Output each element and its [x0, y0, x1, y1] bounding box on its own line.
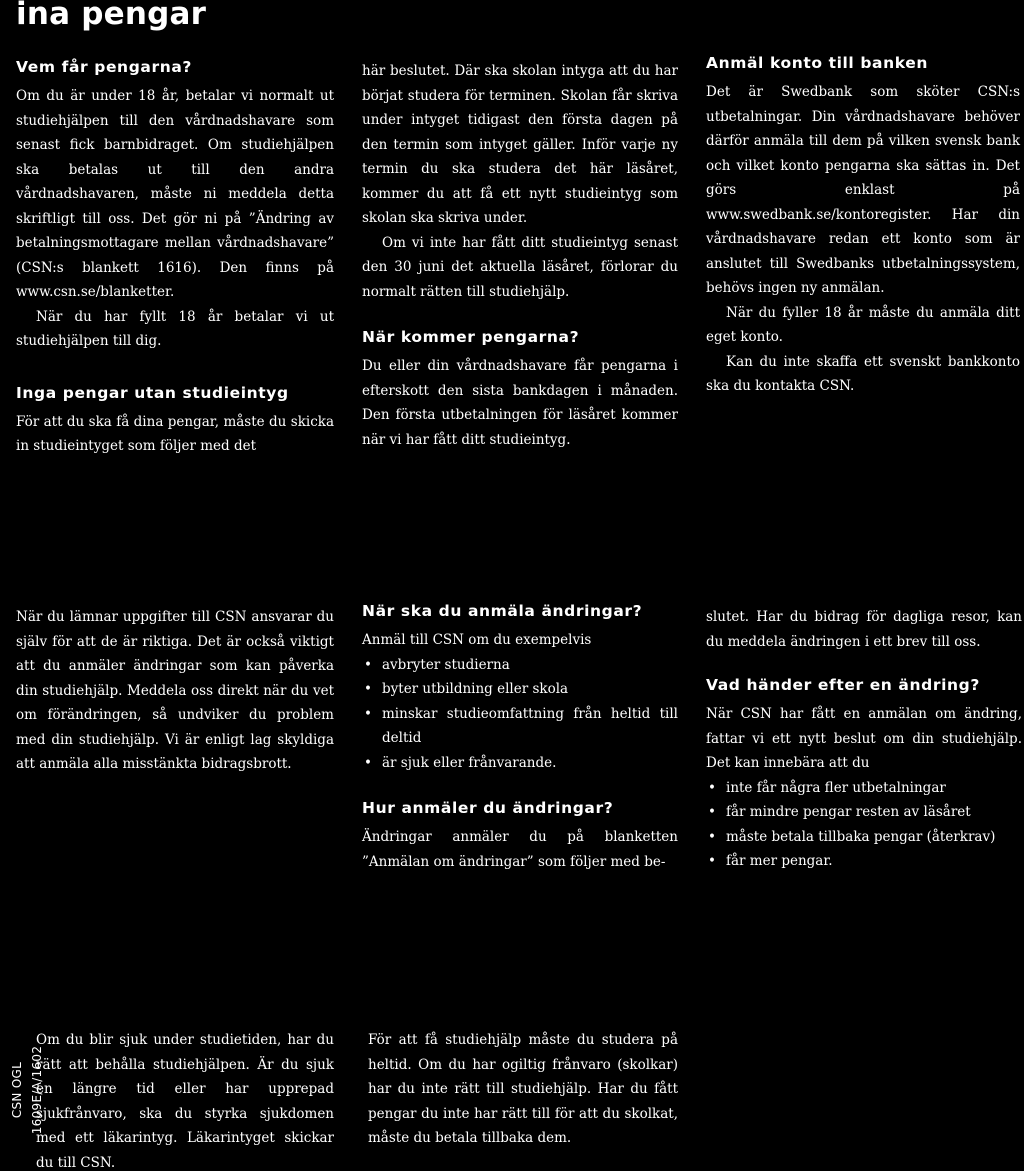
heading-register-bank-account: Anmäl konto till banken — [706, 54, 928, 72]
paragraph: Kan du inte skaffa ett svenskt bankkonto ska du kontakta CSN. — [706, 353, 1020, 394]
list-item: • måste betala tillbaka pengar (återkrav) — [706, 825, 1022, 850]
heading-when-report-changes: När ska du anmäla ändringar? — [362, 602, 643, 620]
heading-what-happens-after-change: Vad händer efter en ändring? — [706, 676, 980, 694]
paragraph: För att få studiehjälp måste du studera på heltid. Om du har ogiltig frånvaro (skolkar) har du inte rätt till studiehjälp. Har du fått pengar du inte har rätt till för att du skolkat, måste du betala tillbaka dem. — [368, 1032, 678, 1146]
paragraph: För att du ska få dina pengar, måste du skicka in studieintyget som följer med det — [16, 413, 334, 454]
document-code: CSN OGL 1609E/A/1602 — [10, 1045, 44, 1135]
paragraph: slutet. Har du bidrag för dagliga resor, kan du meddela ändringen i ett brev till oss. — [706, 609, 1022, 650]
list-item: • byter utbildning eller skola — [362, 677, 678, 702]
bottom-column-2 — [368, 1028, 678, 1151]
page-title: ina pengar — [16, 0, 207, 32]
list-item: • minskar studieomfattning från heltid till deltid — [362, 702, 678, 751]
consequences-list — [706, 776, 1022, 874]
heading-who-gets-money: Vem får pengarna? — [16, 58, 192, 76]
paragraph: Det är Swedbank som sköter CSN:s utbetalningar. Din vårdnadshavare behöver därför anmäla till dem på vilken svensk bank och vilket konto pengarna ska sättas in. Det görs enklast på www.swedbank.se/kontoregister. Har din vårdnadshavare redan ett konto som är anslutet till Swedbanks utbetalningssystem, behövs ingen ny anmälan. — [706, 84, 1020, 296]
middle-column-2 — [362, 600, 678, 874]
paragraph: När du har fyllt 18 år betalar vi ut studiehjälpen till dig. — [16, 308, 334, 349]
change-reasons-list — [362, 653, 678, 776]
paragraph: Om vi inte har fått ditt studieintyg senast den 30 juni det aktuella läsåret, förlorar du normalt rätten till studiehjälp. — [362, 234, 678, 300]
heading-no-money-without-certificate: Inga pengar utan studieintyg — [16, 383, 289, 402]
paragraph: När du fyller 18 år måste du anmäla ditt eget konto. — [706, 304, 1020, 345]
top-column-2 — [362, 59, 678, 452]
top-column-1 — [16, 56, 334, 459]
paragraph: När du lämnar uppgifter till CSN ansvarar du själv för att de är riktiga. Det är också viktigt att du anmäler ändringar som kan påverka din studiehjälp. Meddela oss direkt när du vet om förändringen, så undviker du problem med din studiehjälp. Vi är enligt lag skyldiga att anmäla alla misstänkta bidragsbrott. — [16, 609, 334, 772]
list-item: • får mer pengar. — [706, 849, 1022, 874]
middle-column-1 — [16, 605, 334, 777]
paragraph: Om du är under 18 år, betalar vi normalt ut studiehjälpen till den vårdnadshavare som senast fick barnbidraget. Om studiehjälpen ska betalas ut till den andra vårdnadshavaren, måste ni meddela detta skriftligt till oss. Det gör ni på ”Ändring av betalningsmottagare mellan vårdnadshavare” (CSN:s blankett 1616). Den finns på www.csn.se/blanketter. — [16, 88, 334, 300]
bottom-column-1 — [36, 1028, 334, 1171]
paragraph: Om du blir sjuk under studietiden, har du rätt att behålla studiehjälpen. Är du sjuk en längre tid eller har upprepad sjukfrånvaro, ska du styrka sjukdomen med ett läkarintyg. Läkarintyget skickar du till CSN. — [36, 1032, 334, 1171]
paragraph: Ändringar anmäler du på blanketten ”Anmälan om ändringar” som följer med be- — [362, 829, 678, 870]
middle-column-3 — [706, 605, 1022, 874]
paragraph: Du eller din vårdnadshavare får pengarna i efterskott den sista bankdagen i månaden. Den första utbetalningen för läsåret kommer när vi har fått ditt studieintyg. — [362, 358, 678, 448]
list-item: • får mindre pengar resten av läsåret — [706, 800, 1022, 825]
paragraph: här beslutet. Där ska skolan intyga att du har börjat studera för terminen. Skolan får skriva under intyget tidigast den första dagen på den termin som intyget gäller. Inför varje ny termin du ska studera det här läsåret, kommer du att få ett nytt studieintyg som skolan ska skriva under. — [362, 63, 678, 226]
list-item: • avbryter studierna — [362, 653, 678, 678]
top-column-3 — [706, 52, 1020, 399]
paragraph: Anmäl till CSN om du exempelvis — [362, 632, 592, 648]
heading-how-report-changes: Hur anmäler du ändringar? — [362, 799, 614, 817]
list-item: • inte får några fler utbetalningar — [706, 776, 1022, 801]
paragraph: När CSN har fått en anmälan om ändring, fattar vi ett nytt beslut om din studiehjälp. Det kan innebära att du — [706, 706, 1022, 771]
list-item: • är sjuk eller frånvarande. — [362, 751, 678, 776]
heading-when-money-arrives: När kommer pengarna? — [362, 328, 580, 346]
